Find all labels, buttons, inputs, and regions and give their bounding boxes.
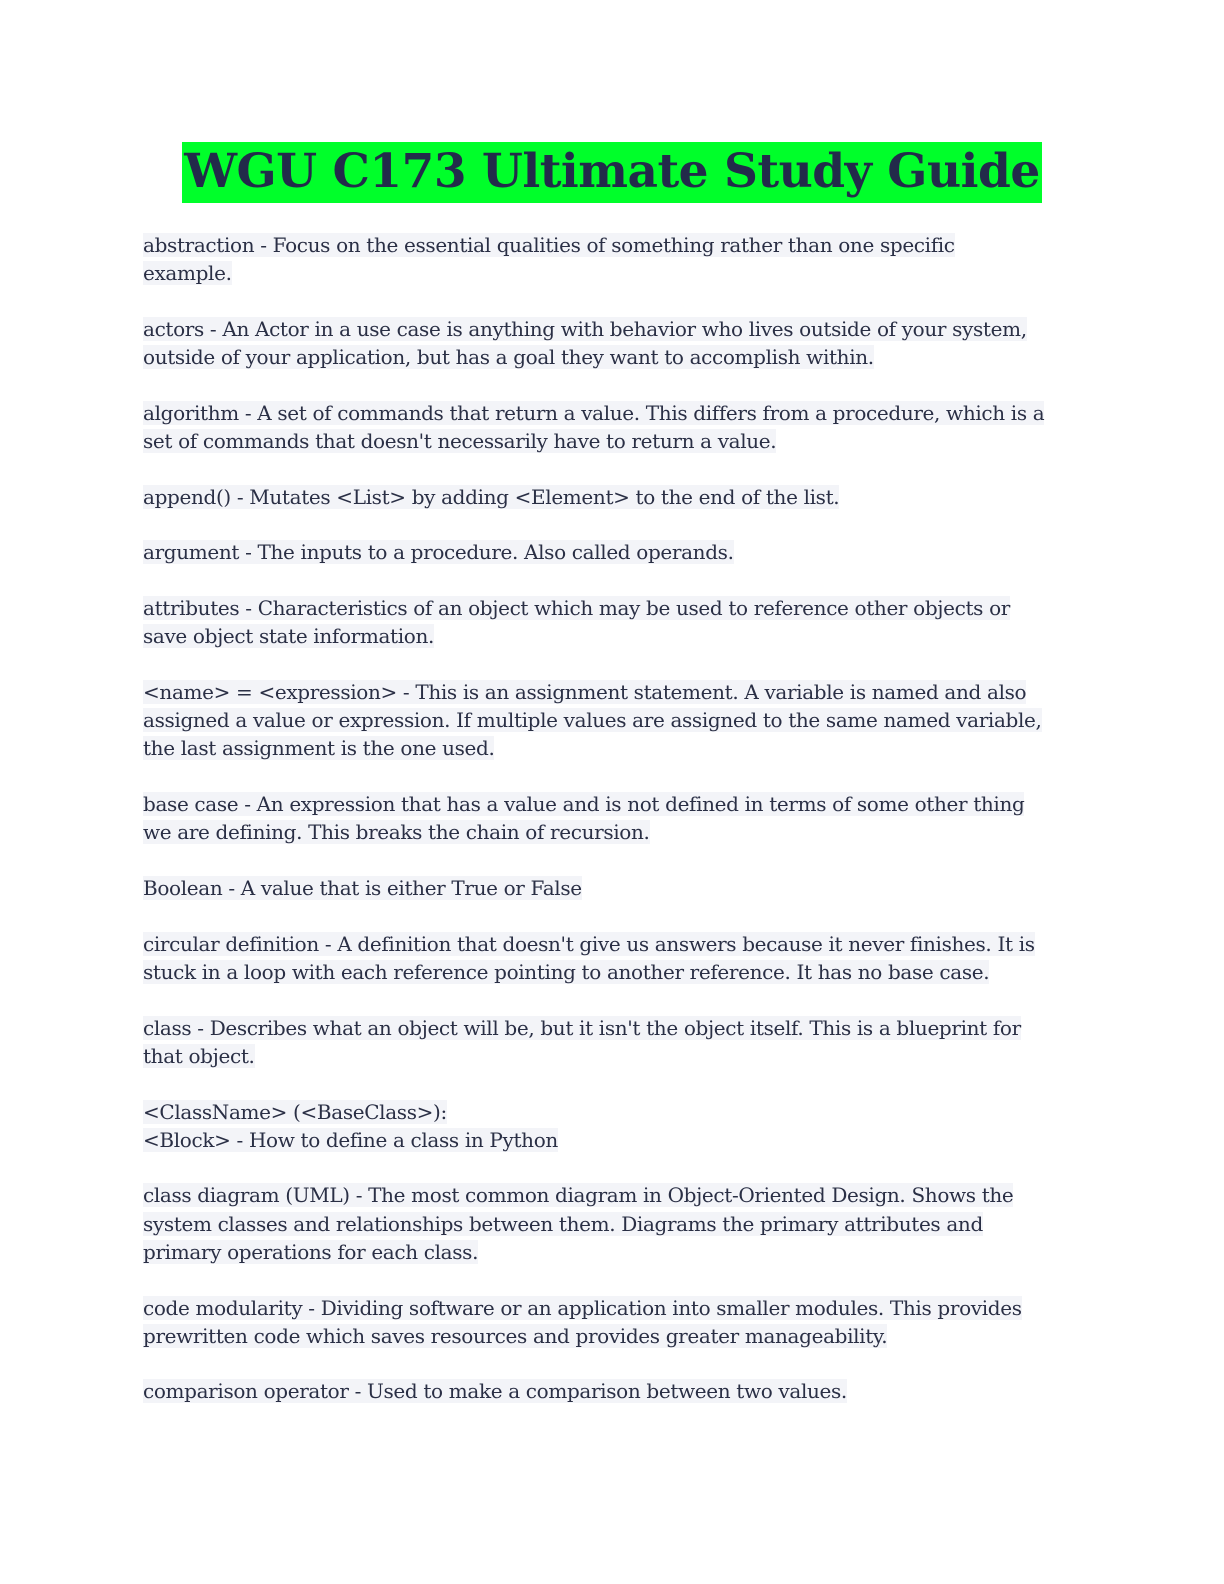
glossary-entry-base-case: base case - An expression that has a value and is not defined in terms of some other thing we are defining. This breaks the chain of recursion. — [143, 792, 1025, 845]
glossary-entry-abstraction: abstraction - Focus on the essential qualities of something rather than one specific example. — [143, 233, 955, 286]
glossary-entry-algorithm: algorithm - A set of commands that return a value. This differs from a procedure, which is a set of commands that doesn't necessarily have to return a value. — [143, 400, 1045, 454]
glossary-entry-boolean: Boolean - A value that is either True or False — [143, 876, 582, 901]
document-title: WGU C173 Ultimate Study Guide — [182, 142, 1042, 203]
glossary-entry-append: append() - Mutates <List> by adding <Element> to the end of the list. — [143, 484, 840, 509]
glossary-entry-code-modularity: code modularity - Dividing software or an application into smaller modules. This provides prewritten code which saves resources and provides greater manageability. — [143, 1295, 1022, 1348]
glossary-entry-actors: actors - An Actor in a use case is anything with behavior who lives outside of your system, outside of your application, but has a goal they want to accomplish within. — [143, 316, 1027, 370]
glossary-entry-class-diagram: class diagram (UML) - The most common diagram in Object-Oriented Design. Shows the system classes and relationships between them. Diagrams the primary attributes and primary operations for each class. — [143, 1183, 1014, 1264]
glossary-entry-circular-definition: circular definition - A definition that doesn't give us answers because it never finishes. It is stuck in a loop with each reference pointing to another reference. It has no base case. — [143, 931, 1035, 984]
glossary-entry-assignment: <name> = <expression> - This is an assignment statement. A variable is named and also assigned a value or expression. If multiple values are assigned to the same named variable, the last assignment is the one used. — [143, 680, 1042, 761]
glossary-entry-argument: argument - The inputs to a procedure. Also called operands. — [143, 540, 734, 565]
glossary-entry-class: class - Describes what an object will be, but it isn't the object itself. This is a blueprint for that object. — [143, 1015, 1021, 1068]
glossary-entry-attributes: attributes - Characteristics of an object which may be used to reference other objects or save object state information. — [143, 596, 1010, 649]
glossary-entry-class-syntax: <ClassName> (<BaseClass>): <Block> - How to define a class in Python — [143, 1099, 558, 1152]
glossary-list — [143, 231, 1073, 1433]
glossary-entry-comparison-operator: comparison operator - Used to make a comparison between two values. — [143, 1379, 847, 1404]
title-container — [0, 142, 1224, 203]
